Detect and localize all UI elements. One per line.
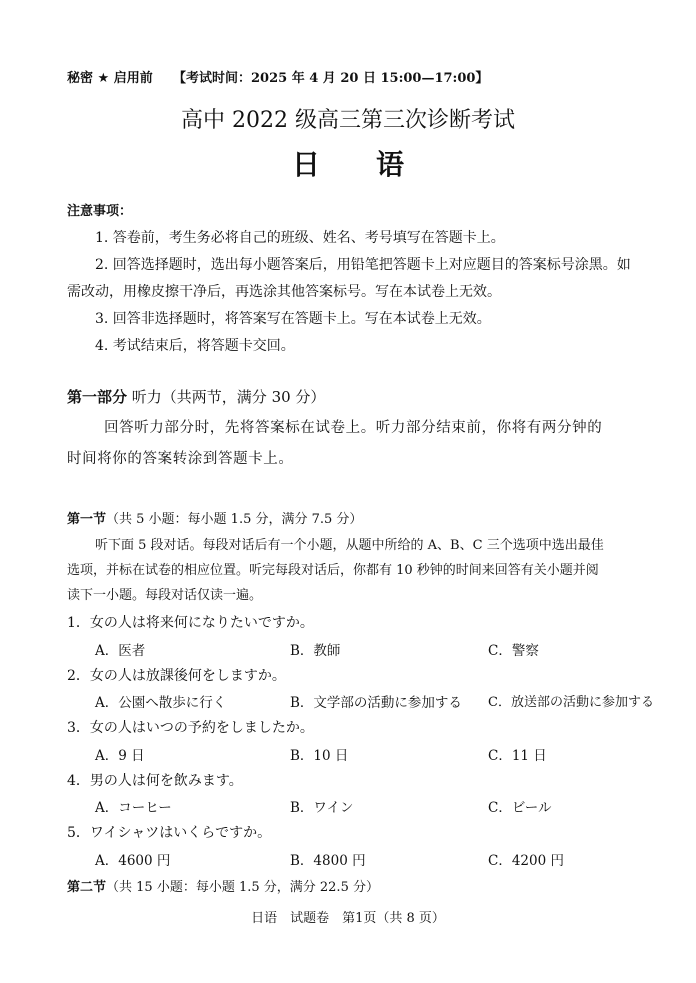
question: 4．男の人は何を飲みます。	[67, 773, 243, 789]
question: 1．女の人は将来何になりたいですか。	[67, 615, 314, 631]
option-a: A．公園へ散歩に行く	[95, 695, 227, 711]
notice-item: 3. 回答非选择题时，将答案写在答题卡上。写在本试卷上无效。	[95, 311, 491, 327]
section1-intro: 选项，并标在试卷的相应位置。听完每段对话后，你都有 10 秒钟的时间来回答有关小题并阅	[67, 563, 599, 578]
option-c: C．4200 円	[488, 853, 564, 869]
option-a: A．9 日	[95, 748, 145, 764]
option-a: A．4600 円	[95, 853, 171, 869]
part1-detail: 听力（共两节，满分 30 分）	[131, 388, 326, 406]
confidential-label: 秘密 ★ 启用前	[67, 71, 153, 86]
option-b: B．4800 円	[290, 853, 366, 869]
option-c: C．警察	[488, 643, 539, 659]
question: 3．女の人はいつの予約をしましたか。	[67, 720, 314, 736]
section2-label: 第二节	[67, 880, 107, 895]
notice-item: 2. 回答选择题时，选出每小题答案后，用铅笔把答题卡上对应题目的答案标号涂黑。如	[95, 257, 631, 273]
question: 5．ワイシャツはいくらですか。	[67, 825, 272, 841]
notice-item: 1. 答卷前，考生务必将自己的班级、姓名、考号填写在答题卡上。	[95, 230, 505, 246]
section1-heading	[67, 508, 362, 527]
question: 2．女の人は放課後何をしますか。	[67, 668, 286, 684]
option-b: B．教師	[290, 643, 341, 659]
section1-intro: 听下面 5 段对话。每段对话后有一个小题，从题中所给的 A、B、C 三个选项中选出最佳	[95, 538, 604, 553]
option-c: C．放送部の活動に参加する	[488, 695, 654, 710]
notice-item: 4. 考试结束后，将答题卡交回。	[95, 338, 295, 354]
part1-intro: 时间将你的答案转涂到答题卡上。	[67, 451, 294, 467]
option-c: C．ビール	[488, 800, 552, 816]
part1-label: 第一部分	[67, 388, 128, 406]
option-b: B．ワイン	[290, 800, 354, 816]
section1-intro: 读下一小题。每段对话仅读一遍。	[67, 588, 263, 603]
section2-detail: （共 15 小题：每小题 1.5 分，满分 22.5 分）	[106, 880, 379, 895]
option-b: B．文学部の活動に参加する	[290, 695, 462, 711]
section2-heading	[67, 876, 379, 895]
section1-detail: （共 5 小题：每小题 1.5 分，满分 7.5 分）	[106, 512, 363, 527]
page-footer: 日语 试题卷 第1页（共 8 页）	[251, 911, 445, 926]
notice-item-continued: 需改动，用橡皮擦干净后，再选涂其他答案标号。写在本试卷上无效。	[67, 284, 501, 300]
exam-title: 高中 2022 级高三第三次诊断考试	[181, 108, 515, 133]
section1-label: 第一节	[67, 512, 107, 527]
option-b: B．10 日	[290, 748, 349, 764]
subject-title: 日 语	[291, 148, 404, 181]
part1-heading	[67, 386, 325, 407]
exam-time: 【考试时间：2025 年 4 月 20 日 15:00—17:00】	[173, 71, 489, 86]
option-c: C．11 日	[488, 748, 547, 764]
option-a: A．コーヒー	[95, 800, 172, 816]
part1-intro: 回答听力部分时，先将答案标在试卷上。听力部分结束前，你将有两分钟的	[104, 420, 603, 436]
option-a: A．医者	[95, 643, 146, 659]
notice-heading: 注意事项：	[67, 204, 133, 219]
